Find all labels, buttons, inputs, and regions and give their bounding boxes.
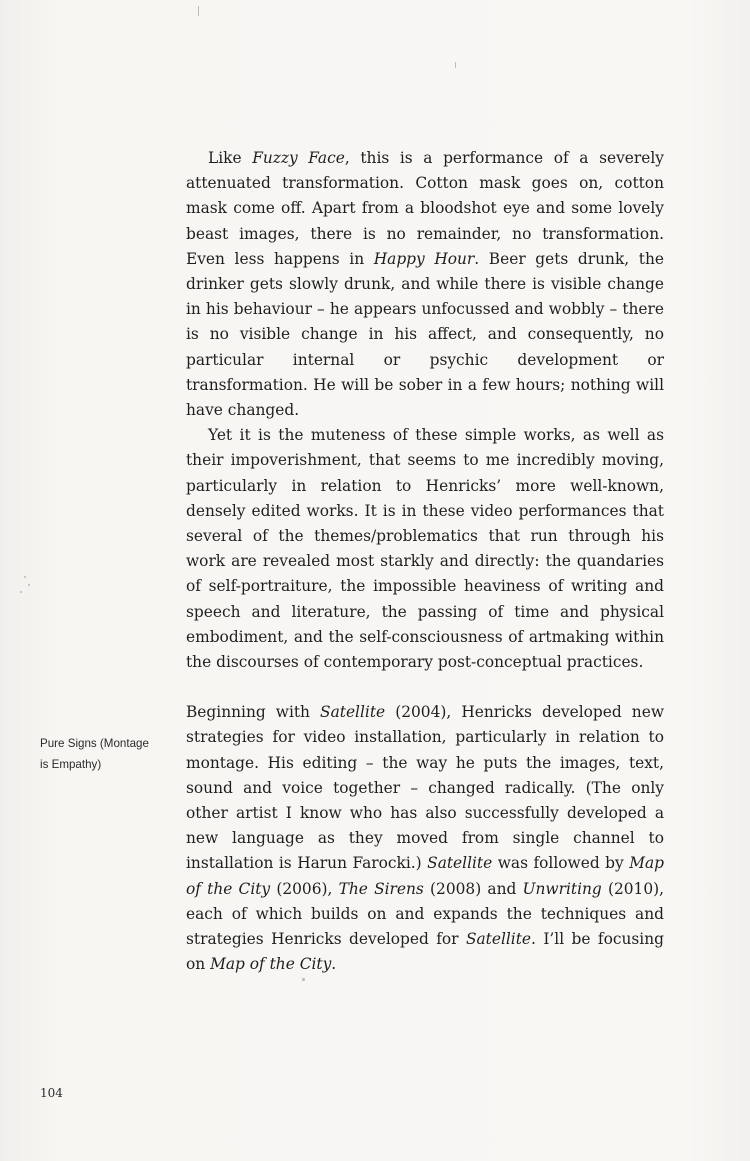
margin-subheading-line: Pure Signs (Montage [40, 737, 149, 750]
work-title-italic: Map of the City [210, 955, 332, 974]
work-title-italic: Unwriting [522, 879, 602, 898]
text-run: Yet it is the muteness of these simple works, as well as their impoverishment, that seems to me incredibly moving, particularly in relation to Henricks’ more well-known, densely edited works. It is in these video performances that several of the themes/problematics that run through his work are revealed most starkly and directly: the quandaries of self-portraiture, the impossible heaviness of writing and speech and literature, the passing of time and physical embodiment, and the self-consciousness of artmaking within the discourses of contemporary post-conceptual practices. [186, 426, 664, 672]
work-title-italic: Satellite [427, 854, 493, 873]
page-speck [28, 584, 30, 586]
text-run: . I’ll be focusing on [186, 930, 664, 974]
margin-subheading [40, 733, 172, 775]
text-run: . [331, 955, 337, 974]
paragraph-muteness [186, 423, 664, 675]
text-run: Like [208, 149, 253, 167]
text-run: Beginning with [186, 703, 321, 722]
paragraph-fuzzy-face [186, 146, 664, 423]
page-speck [20, 591, 22, 593]
margin-subheading-line: is Empathy) [40, 758, 102, 771]
paragraph-satellite [186, 700, 664, 977]
main-text-column [186, 146, 664, 978]
text-run: . Beer gets drunk, the drinker gets slowly drunk, and while there is visible change in his behaviour – he appears unfocussed and wobbly – there is no visible change in his affect, and consequently, no particular internal or psychic development or transformation. He will be sober in a few hours; nothing will have changed. [186, 249, 664, 420]
text-run: (2004), Henricks developed new strategies for video installation, particularly in relation to montage. His editing – the way he puts the images, text, sound and voice together – changed radically. (The only other artist I know who has also successfully developed a new language as they moved from single channel to installation is Harun Farocki.) [186, 703, 664, 873]
page-speck [24, 576, 26, 578]
text-run: (2008) and [423, 879, 523, 898]
text-run: (2010), each of which builds on and expands the techniques and strategies Henricks developed for [186, 879, 665, 949]
page-speck [455, 62, 456, 68]
page-number: 104 [40, 1086, 63, 1100]
page-speck [302, 978, 305, 981]
text-run: , this is a performance of a severely attenuated transformation. Cotton mask goes on, cotton mask come off. Apart from a bloodshot eye and some lovely beast images, there is no remainder, no transformation. Even less happens in [186, 149, 664, 268]
work-title-italic: Satellite [465, 930, 532, 949]
work-title-italic: The Sirens [338, 879, 424, 898]
work-title-italic: Fuzzy Face [252, 149, 345, 167]
text-run: was followed by [492, 854, 630, 873]
page-speck [198, 6, 199, 16]
text-run: (2006), [270, 879, 339, 898]
work-title-italic: Satellite [320, 703, 386, 722]
work-title-italic: Happy Hour [373, 249, 475, 268]
work-title-italic: Map of the City [186, 854, 664, 898]
